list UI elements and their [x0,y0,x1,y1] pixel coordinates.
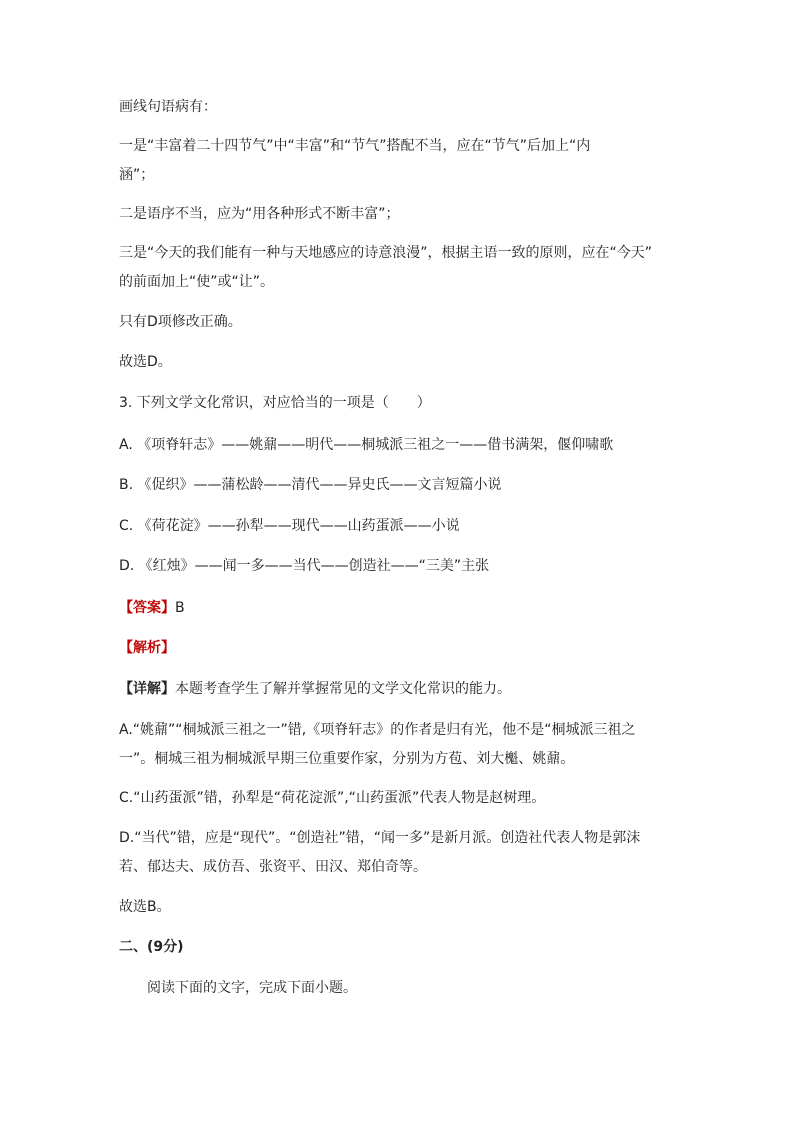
option-b: B. 《促织》——蒲松龄——清代——异史氏——文言短篇小说 [119,477,502,493]
explanation-line: 若、郁达夫、成仿吾、张资平、田汉、郑伯奇等。 [119,859,427,875]
text-line: 的前面加上“使”或“让”。 [119,274,275,290]
text-line: 三是“今天的我们能有一种与天地感应的诗意浪漫”，根据主语一致的原则，应在“今天” [119,245,653,261]
detail-line [119,675,679,704]
analysis-tag: 【解析】 [119,640,175,656]
answer-line [119,594,679,623]
detail-text: 本题考查学生了解并掌握常见的文学文化常识的能力。 [175,681,511,697]
explanation-line: A.“姚鼐”“桐城派三祖之一”错,《项脊轩志》的作者是归有光，他不是“桐城派三祖之 [119,722,636,738]
text-line: 画线句语病有： [119,99,217,115]
text-line: 故选D。 [119,354,172,370]
explanation-line: C.“山药蛋派”错，孙犁是“荷花淀派”,“山药蛋派”代表人物是赵树理。 [119,790,546,806]
option-a: A. 《项脊轩志》——姚鼐——明代——桐城派三祖之一——借书满架，偃仰啸歌 [119,437,614,453]
answer-tag: 【答案】 [119,600,175,616]
option-c: C. 《荷花淀》——孙犁——现代——山药蛋派——小说 [119,518,460,534]
explanation-line: D.“当代”错，应是“现代”。“创造社”错，“闻一多”是新月派。创造社代表人物是郭沫 [119,830,641,846]
text-line: 涵”； [119,167,155,183]
text-line: 只有D项修改正确。 [119,314,242,330]
question-title: 3. 下列文学文化常识，对应恰当的一项是（ ） [119,395,431,411]
section-instruction: 阅读下面的文字，完成下面小题。 [147,980,357,996]
section-heading: 二、(9分) [119,939,184,955]
text-line: 二是语序不当，应为“用各种形式不断丰富”； [119,206,400,222]
answer-value: B [175,600,185,616]
text-line: 一是“丰富着二十四节气”中“丰富”和“节气”搭配不当，应在“节气”后加上“内 [119,138,591,154]
detail-tag: 【详解】 [119,681,175,697]
explanation-line: 一”。桐城三祖为桐城派早期三位重要作家，分别为方苞、刘大櫆、姚鼐。 [119,751,575,767]
analysis-line [119,634,679,663]
explanation-line: 故选B。 [119,899,171,915]
option-d: D. 《红烛》——闻一多——当代——创造社——“三美”主张 [119,558,490,574]
